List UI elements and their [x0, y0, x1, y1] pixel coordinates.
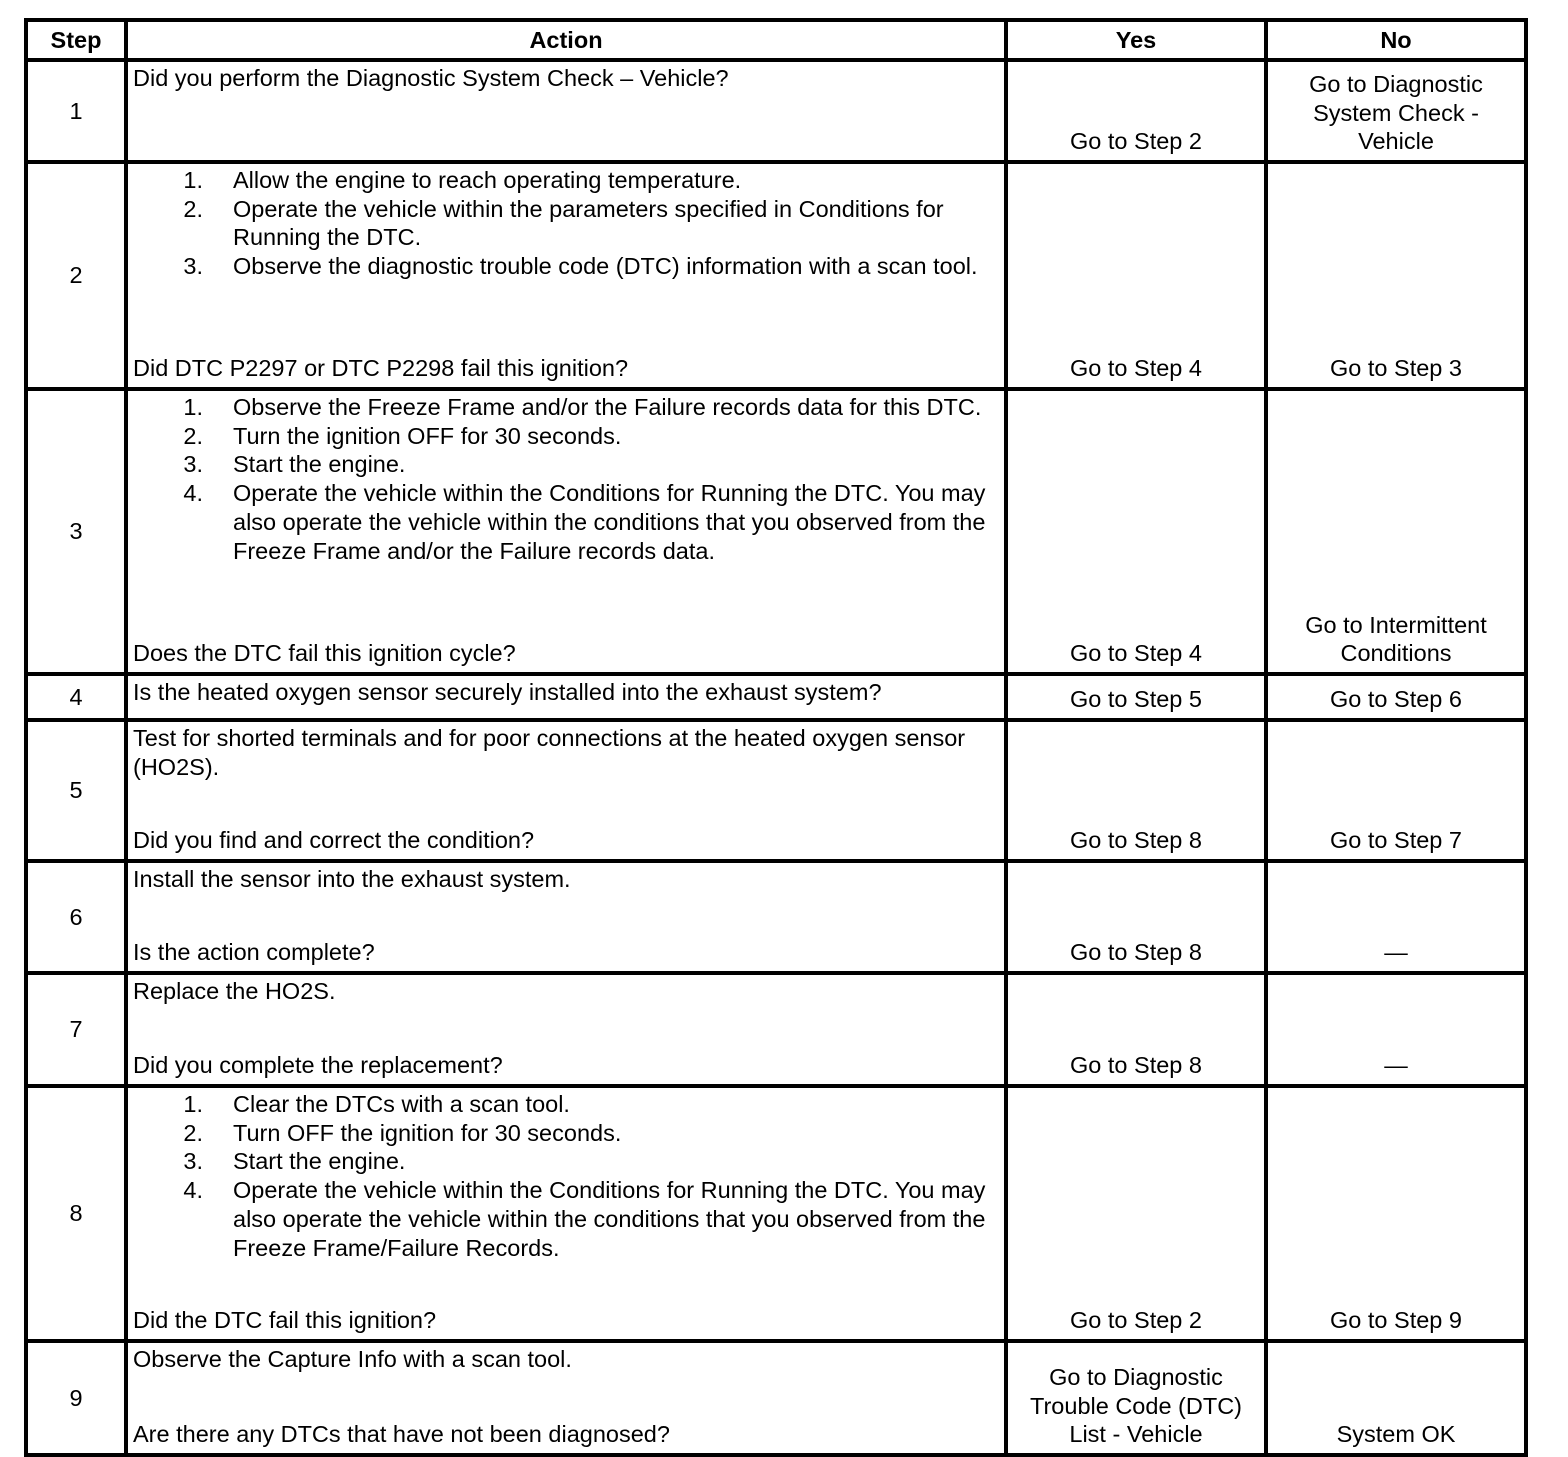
list-item-number: 2.: [183, 422, 203, 449]
header-action: Action: [126, 20, 1006, 60]
no-result: —: [1266, 861, 1526, 973]
action-cell: [126, 1341, 1006, 1455]
step-number: 7: [26, 973, 126, 1086]
no-result: Go to Step 9: [1266, 1086, 1526, 1341]
table-row: [26, 674, 1526, 720]
action-cell: [126, 162, 1006, 389]
table-row: [26, 1086, 1526, 1341]
yes-result: Go to Step 8: [1006, 720, 1266, 861]
list-item: [133, 422, 996, 451]
yes-result: Go to Step 4: [1006, 389, 1266, 674]
list-item: [133, 1147, 996, 1176]
diagnostic-table: [24, 18, 1528, 1457]
header-yes: Yes: [1006, 20, 1266, 60]
list-item: [133, 195, 996, 252]
table-row: [26, 720, 1526, 861]
no-result: System OK: [1266, 1341, 1526, 1455]
step-number: 8: [26, 1086, 126, 1341]
action-question: Does the DTC fail this ignition cycle?: [133, 640, 516, 667]
step-number: 4: [26, 674, 126, 720]
table-row: [26, 389, 1526, 674]
no-result: Go to Intermittent Conditions: [1266, 389, 1526, 674]
list-item-number: 1.: [183, 167, 203, 193]
no-result: —: [1266, 973, 1526, 1086]
no-result: Go to Step 6: [1266, 674, 1526, 720]
yes-result: Go to Step 5: [1006, 674, 1266, 720]
header-no: No: [1266, 20, 1526, 60]
yes-result: Go to Diagnostic Trouble Code (DTC) List - Vehicle: [1006, 1341, 1266, 1455]
list-item-number: 2.: [183, 195, 203, 222]
list-item-text: Allow the engine to reach operating temperature.: [233, 167, 742, 193]
action-cell: [126, 720, 1006, 861]
table-row: [26, 162, 1526, 389]
list-item-number: 3.: [183, 253, 203, 280]
action-question: Are there any DTCs that have not been diagnosed?: [133, 1421, 670, 1448]
list-item-number: 1.: [183, 394, 203, 420]
action-cell: [126, 861, 1006, 973]
list-item-number: 1.: [183, 1091, 203, 1117]
action-question: Did DTC P2297 or DTC P2298 fail this ignition?: [133, 355, 629, 382]
list-item-text: Observe the diagnostic trouble code (DTC) information with a scan tool.: [233, 253, 978, 280]
list-item-text: Observe the Freeze Frame and/or the Failure records data for this DTC.: [233, 394, 982, 420]
yes-result: Go to Step 8: [1006, 973, 1266, 1086]
yes-result: Go to Step 2: [1006, 1086, 1266, 1341]
action-intro: Test for shorted terminals and for poor connections at the heated oxygen sensor (HO2S).: [133, 725, 966, 780]
action-question: Did you find and correct the condition?: [133, 827, 535, 854]
step-number: 2: [26, 162, 126, 389]
action-intro: Install the sensor into the exhaust system.: [133, 866, 571, 892]
yes-result: Go to Step 4: [1006, 162, 1266, 389]
action-intro: Replace the HO2S.: [133, 978, 336, 1004]
step-number: 9: [26, 1341, 126, 1455]
list-item: [133, 252, 996, 281]
yes-result: Go to Step 2: [1006, 60, 1266, 162]
list-item: [133, 1090, 996, 1119]
step-number: 3: [26, 389, 126, 674]
action-question: Is the action complete?: [133, 939, 375, 966]
list-item-text: Start the engine.: [233, 1148, 406, 1175]
action-cell: [126, 1086, 1006, 1341]
list-item-text: Clear the DTCs with a scan tool.: [233, 1091, 570, 1117]
action-intro: Observe the Capture Info with a scan tool.: [133, 1346, 572, 1372]
header-row: [26, 20, 1526, 60]
list-item: [133, 166, 996, 195]
step-number: 5: [26, 720, 126, 861]
list-item: [133, 1176, 996, 1262]
list-item: [133, 450, 996, 479]
list-item-text: Turn OFF the ignition for 30 seconds.: [233, 1119, 622, 1146]
list-item-number: 2.: [183, 1119, 203, 1146]
action-intro: Is the heated oxygen sensor securely installed into the exhaust system?: [133, 679, 882, 705]
list-item: [133, 479, 996, 565]
action-cell: [126, 389, 1006, 674]
action-intro: Did you perform the Diagnostic System Check – Vehicle?: [133, 65, 729, 91]
action-cell: [126, 674, 1006, 720]
action-steps-list: [133, 166, 996, 281]
step-number: 1: [26, 60, 126, 162]
list-item-number: 4.: [183, 1177, 203, 1204]
action-cell: [126, 60, 1006, 162]
action-steps-list: [133, 1090, 996, 1262]
list-item-number: 3.: [183, 451, 203, 478]
action-cell: [126, 973, 1006, 1086]
yes-result: Go to Step 8: [1006, 861, 1266, 973]
list-item-text: Operate the vehicle within the Conditions for Running the DTC. You may also operate the vehicle within the conditions that you observed from the Freeze Frame/Failure Records.: [233, 1177, 986, 1261]
list-item-text: Operate the vehicle within the parameters specified in Conditions for Running the DTC.: [233, 195, 944, 251]
list-item-text: Operate the vehicle within the Conditions for Running the DTC. You may also operate the vehicle within the conditions that you observed from the Freeze Frame and/or the Failure records data.: [233, 480, 986, 564]
list-item-text: Start the engine.: [233, 451, 406, 478]
table-row: [26, 861, 1526, 973]
no-result: Go to Step 3: [1266, 162, 1526, 389]
table-row: [26, 60, 1526, 162]
step-number: 6: [26, 861, 126, 973]
action-steps-list: [133, 393, 996, 565]
list-item: [133, 393, 996, 422]
list-item-text: Turn the ignition OFF for 30 seconds.: [233, 422, 622, 449]
table-row: [26, 973, 1526, 1086]
header-step: Step: [26, 20, 126, 60]
list-item: [133, 1119, 996, 1148]
no-result: Go to Diagnostic System Check - Vehicle: [1266, 60, 1526, 162]
list-item-number: 3.: [183, 1148, 203, 1175]
no-result: Go to Step 7: [1266, 720, 1526, 861]
action-question: Did you complete the replacement?: [133, 1052, 503, 1079]
list-item-number: 4.: [183, 480, 203, 507]
table-row: [26, 1341, 1526, 1455]
table-body: [26, 60, 1526, 1455]
action-question: Did the DTC fail this ignition?: [133, 1307, 437, 1334]
